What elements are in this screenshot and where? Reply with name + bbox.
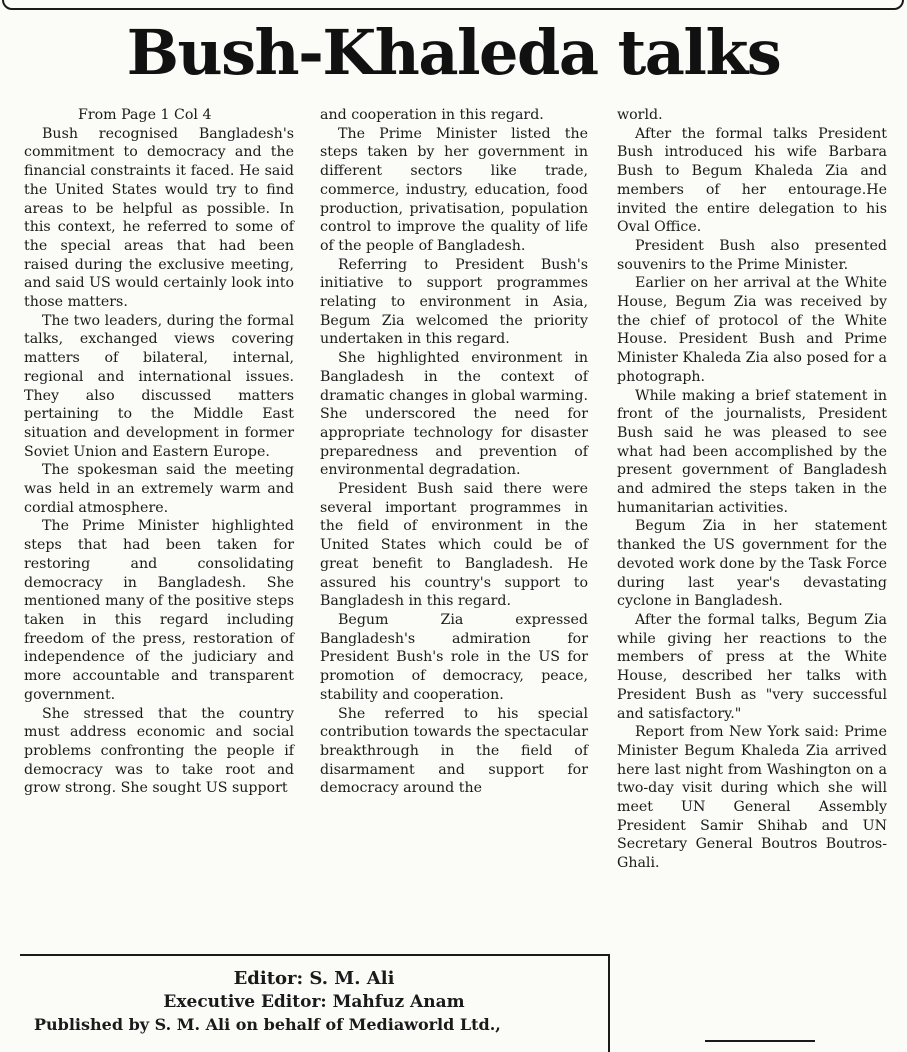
paragraph: While making a brief statement in front of the journalists, President Bush said he was pleased to see what had been accomplished by the present government of Bangladesh and admired the steps taken in the humanitarian activities. bbox=[617, 387, 887, 516]
paragraph: The spokesman said the meeting was held in an extremely warm and cordial atmosphere. bbox=[24, 462, 294, 516]
paragraph: She referred to his special contribution towards the spectacular breakthrough in the field of disarmament and support for democracy around the bbox=[320, 705, 588, 797]
executive-editor-line: Executive Editor: Mahfuz Anam bbox=[163, 992, 465, 1012]
paragraph: She stressed that the country must address economic and social problems confronting the people if democracy was to take root and grow strong. She sought US support bbox=[24, 705, 294, 797]
paragraph: Begum Zia in her statement thanked the US government for the devoted work done by the Task Force during last year's devastating cyclone in Bangladesh. bbox=[617, 518, 887, 610]
paragraph: Begum Zia expressed Bangladesh's admiration for President Bush's role in the US for promotion of democracy, peace, stability and cooperation. bbox=[320, 611, 588, 703]
paragraph: She highlighted environment in Bangladesh in the context of dramatic changes in global warming. She underscored the need for appropriate technology for disaster preparedness and prevention of environmental degradation. bbox=[320, 350, 588, 479]
article-column-1 bbox=[24, 106, 294, 798]
article-column-2 bbox=[320, 106, 588, 798]
imprint-box bbox=[20, 954, 610, 1052]
paragraph: world. bbox=[617, 107, 663, 123]
paragraph: After the formal talks, Begum Zia while giving her reactions to the members of press at the White House, described her talks with President Bush as "very successful and satisfactory." bbox=[617, 611, 887, 722]
paragraph: President Bush also presented souvenirs to the Prime Minister. bbox=[617, 237, 887, 273]
paragraph: Referring to President Bush's initiative to support programmes relating to environment in Asia, Begum Zia welcomed the priority undertaken in this regard. bbox=[320, 256, 588, 348]
bottom-rule bbox=[705, 1040, 815, 1048]
paragraph: After the formal talks President Bush introduced his wife Barbara Bush to Begum Khaleda Zia and members of her entourage.He invited the entire delegation to his Oval Office. bbox=[617, 125, 887, 236]
paragraph: Report from New York said: Prime Minister Begum Khaleda Zia arrived here last night from Washington on a two-day visit during which she will meet UN General Assembly President Samir Shihab and UN Secretary General Boutros Boutros-Ghali. bbox=[617, 724, 887, 872]
paragraph: Earlier on her arrival at the White House, Begum Zia was received by the chief of protocol of the White House. President Bush and Prime Minister Khaleda Zia also posed for a photograph. bbox=[617, 275, 887, 385]
paragraph: The two leaders, during the formal talks, exchanged views covering matters of bilateral, internal, regional and international issues. They also discussed matters pertaining to the Middle East situation and development in former Soviet Union and Eastern Europe. bbox=[24, 312, 294, 460]
paragraph: The Prime Minister highlighted steps that had been taken for restoring and consolidating democracy in Bangladesh. She mentioned many of the positive steps taken in this regard including freedom of the press, restoration of independence of the judiciary and more accountable and transparent government. bbox=[24, 518, 294, 703]
paragraph: The Prime Minister listed the steps taken by her government in different sectors like trade, commerce, industry, education, food production, privatisation, population control to improve the quality of life of the people of Bangladesh. bbox=[320, 125, 588, 254]
headline: Bush-Khaleda talks bbox=[126, 16, 781, 89]
publisher-line: Published by S. M. Ali on behalf of Mediaworld Ltd., bbox=[34, 1015, 501, 1034]
editor-line: Editor: S. M. Ali bbox=[233, 968, 395, 989]
paragraph: President Bush said there were several important programmes in the field of environment in the United States which could be of great benefit to Bangladesh. He assured his country's support to Bangladesh in this regard. bbox=[320, 481, 588, 610]
article-column-3 bbox=[617, 106, 887, 873]
paragraph: and cooperation in this regard. bbox=[320, 107, 544, 123]
top-border-frame bbox=[2, 0, 904, 10]
paragraph: Bush recognised Bangladesh's commitment to democracy and the financial constraints it faced. He said the United States would try to find areas to be helpful as possible. In this context, he referred to some of the special areas that had been raised during the exclusive meeting, and said US would certainly look into those matters. bbox=[24, 125, 294, 311]
continuation-note: From Page 1 Col 4 bbox=[78, 107, 212, 123]
